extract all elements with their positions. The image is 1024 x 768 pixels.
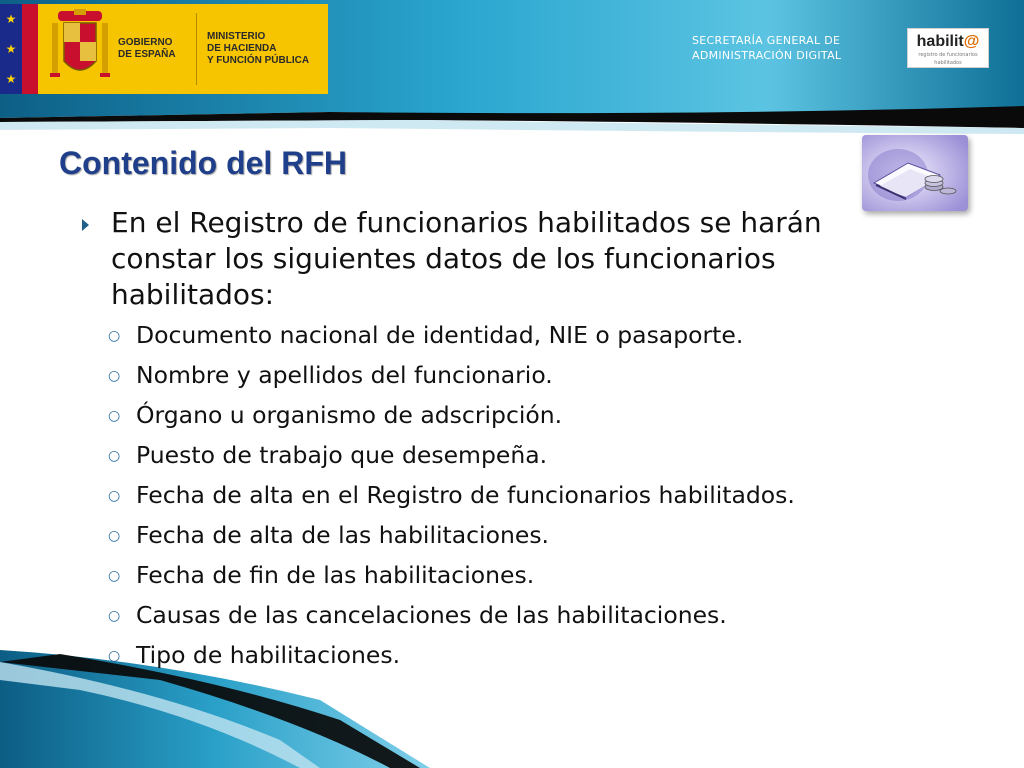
list-item-text: Fecha de alta en el Registro de funcionarios habilitados. <box>136 481 795 509</box>
gov-line: GOBIERNO <box>118 37 173 48</box>
list-item <box>108 557 976 597</box>
logo-wordmark <box>908 33 988 51</box>
logo-at: @ <box>963 33 980 50</box>
slide-title: Contenido del RFH <box>59 145 347 181</box>
documents-and-coins-icon <box>862 135 968 211</box>
list-item-text: Causas de las cancelaciones de las habilitaciones. <box>136 601 727 629</box>
list-item-text: Puesto de trabajo que desempeña. <box>136 441 548 469</box>
list-item <box>108 357 976 397</box>
gov-line: DE ESPAÑA <box>118 49 176 60</box>
ministry-name <box>207 31 327 67</box>
divider <box>196 13 197 85</box>
list-item <box>108 517 976 557</box>
main-bullet <box>76 205 976 313</box>
ministry-line: DE HACIENDA <box>207 43 277 54</box>
list-item-text: Documento nacional de identidad, NIE o pasaporte. <box>136 321 744 349</box>
star-icon: ★ <box>5 72 17 86</box>
logo-tagline: registro de funcionarios habilitados <box>918 52 978 66</box>
secretaria-line: SECRETARÍA GENERAL DE <box>692 34 841 47</box>
habilita-logo <box>907 28 989 68</box>
data-fields-list <box>76 317 976 677</box>
main-point-text: En el Registro de funcionarios habilitados se harán constar los siguientes datos de los funcionarios habilitados: <box>111 206 822 311</box>
secretaria-line: ADMINISTRACIÓN DIGITAL <box>692 49 842 62</box>
star-icon: ★ <box>5 42 17 56</box>
star-icon: ★ <box>5 12 17 26</box>
circle-outline-icon: ○ <box>108 408 121 424</box>
list-item <box>108 317 976 357</box>
list-item <box>108 597 976 637</box>
list-item-text: Fecha de fin de las habilitaciones. <box>136 561 535 589</box>
government-logo <box>0 4 328 94</box>
spain-flag-strip <box>22 4 38 94</box>
circle-outline-icon: ○ <box>108 488 121 504</box>
list-item <box>108 397 976 437</box>
government-name <box>118 37 190 61</box>
list-item-text: Órgano u organismo de adscripción. <box>136 401 563 429</box>
list-item <box>108 477 976 517</box>
list-item <box>108 437 976 477</box>
eu-flag-strip <box>0 4 22 94</box>
ministry-line: MINISTERIO <box>207 31 266 42</box>
logo-name: habilit <box>916 33 964 50</box>
ministry-line: Y FUNCIÓN PÚBLICA <box>207 55 310 66</box>
list-item <box>108 637 976 677</box>
coat-of-arms-icon <box>48 9 112 89</box>
slide-content <box>76 205 976 677</box>
list-item-text: Tipo de habilitaciones. <box>136 641 401 669</box>
list-item-text: Nombre y apellidos del funcionario. <box>136 361 553 389</box>
triangle-right-icon <box>82 219 89 231</box>
circle-outline-icon: ○ <box>108 368 121 384</box>
circle-outline-icon: ○ <box>108 568 121 584</box>
list-item-text: Fecha de alta de las habilitaciones. <box>136 521 550 549</box>
circle-outline-icon: ○ <box>108 648 121 664</box>
circle-outline-icon: ○ <box>108 528 121 544</box>
circle-outline-icon: ○ <box>108 608 121 624</box>
circle-outline-icon: ○ <box>108 328 121 344</box>
circle-outline-icon: ○ <box>108 448 121 464</box>
secretaria-label <box>692 33 841 63</box>
documents-photo <box>862 135 968 211</box>
